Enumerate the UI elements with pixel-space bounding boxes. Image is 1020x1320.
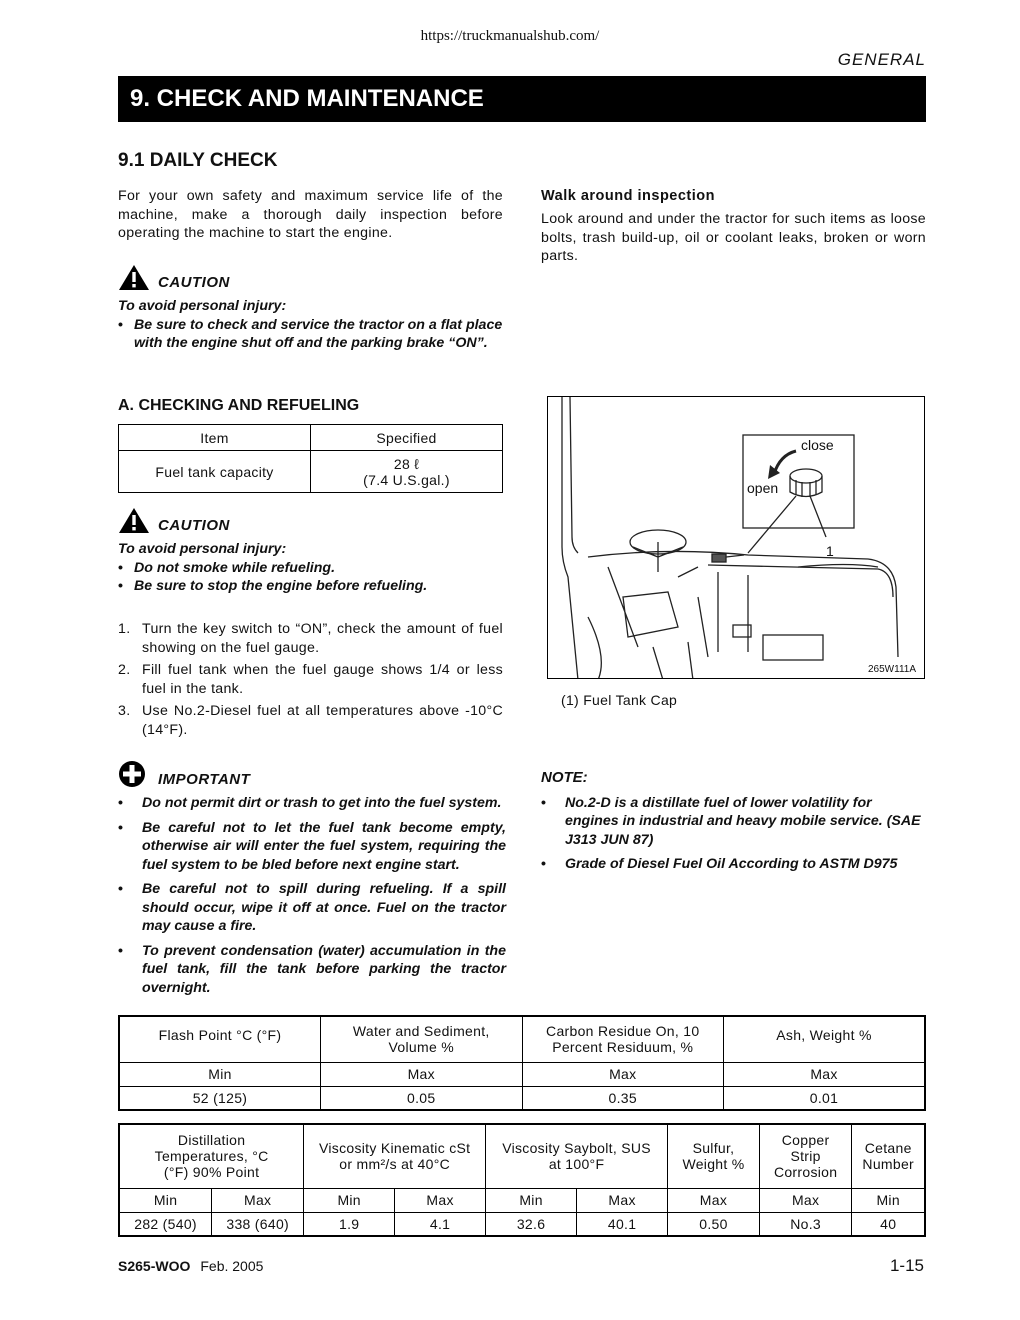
t2-limit: Max [212,1188,304,1212]
footer-date: Feb. 2005 [200,1258,264,1274]
t2-value: 40.1 [577,1212,668,1236]
t2-value: 32.6 [486,1212,577,1236]
page-number: 1-15 [889,1256,924,1275]
figure-caption: (1) Fuel Tank Cap [561,692,678,708]
caution-item: • Be sure to check and service the tractor on a flat place with the engine shut off and the parking brake “ON”. [118,316,508,353]
t1-limit: Max [724,1062,926,1086]
warning-triangle-icon [118,264,150,291]
t2-limit: Min [119,1188,212,1212]
t2-value: 4.1 [395,1212,486,1236]
t1-limit: Min [119,1062,321,1086]
important-item: • Do not permit dirt or trash to get into the fuel system. [118,794,506,813]
t1-header: Carbon Residue On, 10 Percent Residuum, % [522,1016,724,1062]
capacity-table [118,424,503,493]
caution-lead: To avoid personal injury: [118,541,287,557]
t2-limit: Max [759,1188,852,1212]
figure-label-close: close [801,437,834,453]
caution-block-1 [118,264,508,353]
t2-value: 338 (640) [212,1212,304,1236]
t1-value: 0.05 [321,1086,523,1110]
step-item: 2. Fill fuel tank when the fuel gauge shows 1/4 or less fuel in the tank. [118,662,503,697]
caution-item: • Do not smoke while refueling. [118,559,508,578]
t2-limit: Max [668,1188,760,1212]
t1-header: Flash Point °C (°F) [119,1016,321,1062]
source-url: https://truckmanualshub.com/ [420,28,600,44]
important-item: • Be careful not to let the fuel tank become empty, otherwise air will enter the fuel system, requiring the fuel system to be bled before next engine start. [118,819,506,875]
step-item: 1. Turn the key switch to “ON”, check the amount of fuel showing on the fuel gauge. [118,621,503,656]
t1-limit: Max [522,1062,724,1086]
section-tag: GENERAL [837,50,926,69]
t2-header: Sulfur, Weight % [668,1124,760,1188]
warning-triangle-icon [118,507,150,534]
t2-value: 0.50 [668,1212,760,1236]
daily-check-intro: For your own safety and maximum service life of the machine, make a thorough daily inspection before operating the machine to start the engine. [118,188,503,241]
t2-header: Cetane Number [852,1124,925,1188]
capacity-value: 28 ℓ (7.4 U.S.gal.) [311,451,503,493]
footer-model-date [118,1258,263,1274]
step-item: 3. Use No.2-Diesel fuel at all temperatures above -10°C (14°F). [118,703,503,738]
tractor-dashboard-illustration [548,397,925,679]
capacity-header-item: Item [119,425,311,451]
t1-value: 52 (125) [119,1086,321,1110]
t2-header: Viscosity Kinematic cSt or mm²/s at 40°C [304,1124,486,1188]
important-plus-icon [118,760,146,788]
note-item: • Grade of Diesel Fuel Oil According to ASTM D975 [541,855,929,874]
t2-value: 1.9 [304,1212,395,1236]
fuel-spec-table-1 [118,1015,926,1111]
t2-value: 282 (540) [119,1212,212,1236]
t2-limit: Min [304,1188,395,1212]
caution-label: CAUTION [158,274,230,291]
note-item: • No.2-D is a distillate fuel of lower volatility for engines in industrial and heavy mobile service. (SAE J313 JUN 87) [541,794,929,850]
t2-value: No.3 [759,1212,852,1236]
fuel-tank-figure [547,396,925,679]
figure-code: 265W111A [868,664,916,675]
caution-item: • Be sure to stop the engine before refueling. [118,577,508,596]
important-item: • Be careful not to spill during refueling. If a spill should occur, wipe it off at once. Fuel on the tractor may cause a fire. [118,880,506,936]
capacity-header-specified: Specified [311,425,503,451]
capacity-item: Fuel tank capacity [119,451,311,493]
t2-limit: Max [577,1188,668,1212]
t2-limit: Min [486,1188,577,1212]
note-label: NOTE: [541,769,588,786]
t2-limit: Min [852,1188,925,1212]
caution-block-2 [118,507,508,596]
footer-model: S265-WOO [118,1258,191,1274]
figure-callout-number: 1 [826,543,834,559]
t2-header: Distillation Temperatures, °C (°F) 90% Point [119,1124,304,1188]
daily-check-heading: 9.1 DAILY CHECK [118,150,278,171]
chapter-title: 9. CHECK AND MAINTENANCE [118,76,926,122]
refueling-heading: A. CHECKING AND REFUELING [118,397,360,414]
t1-limit: Max [321,1062,523,1086]
fuel-spec-table-2 [118,1123,926,1237]
caution-label: CAUTION [158,517,230,534]
t1-value: 0.35 [522,1086,724,1110]
t1-header: Ash, Weight % [724,1016,926,1062]
refueling-steps [118,620,503,743]
t1-value: 0.01 [724,1086,926,1110]
t2-header: Viscosity Saybolt, SUS at 100°F [486,1124,668,1188]
important-item: • To prevent condensation (water) accumulation in the fuel tank, fill the tank before parking the tractor overnight. [118,942,506,998]
t2-header: Copper Strip Corrosion [759,1124,852,1188]
t1-header: Water and Sediment, Volume % [321,1016,523,1062]
note-block [541,769,929,880]
important-label: IMPORTANT [158,771,251,788]
figure-label-open: open [747,480,779,496]
t2-limit: Max [395,1188,486,1212]
walk-around-text: Look around and under the tractor for such items as loose bolts, trash build-up, oil or coolant leaks, broken or worn parts. [541,211,926,264]
walk-around-heading: Walk around inspection [541,188,716,204]
caution-lead: To avoid personal injury: [118,298,287,314]
t2-value: 40 [852,1212,925,1236]
important-block [118,760,506,1003]
